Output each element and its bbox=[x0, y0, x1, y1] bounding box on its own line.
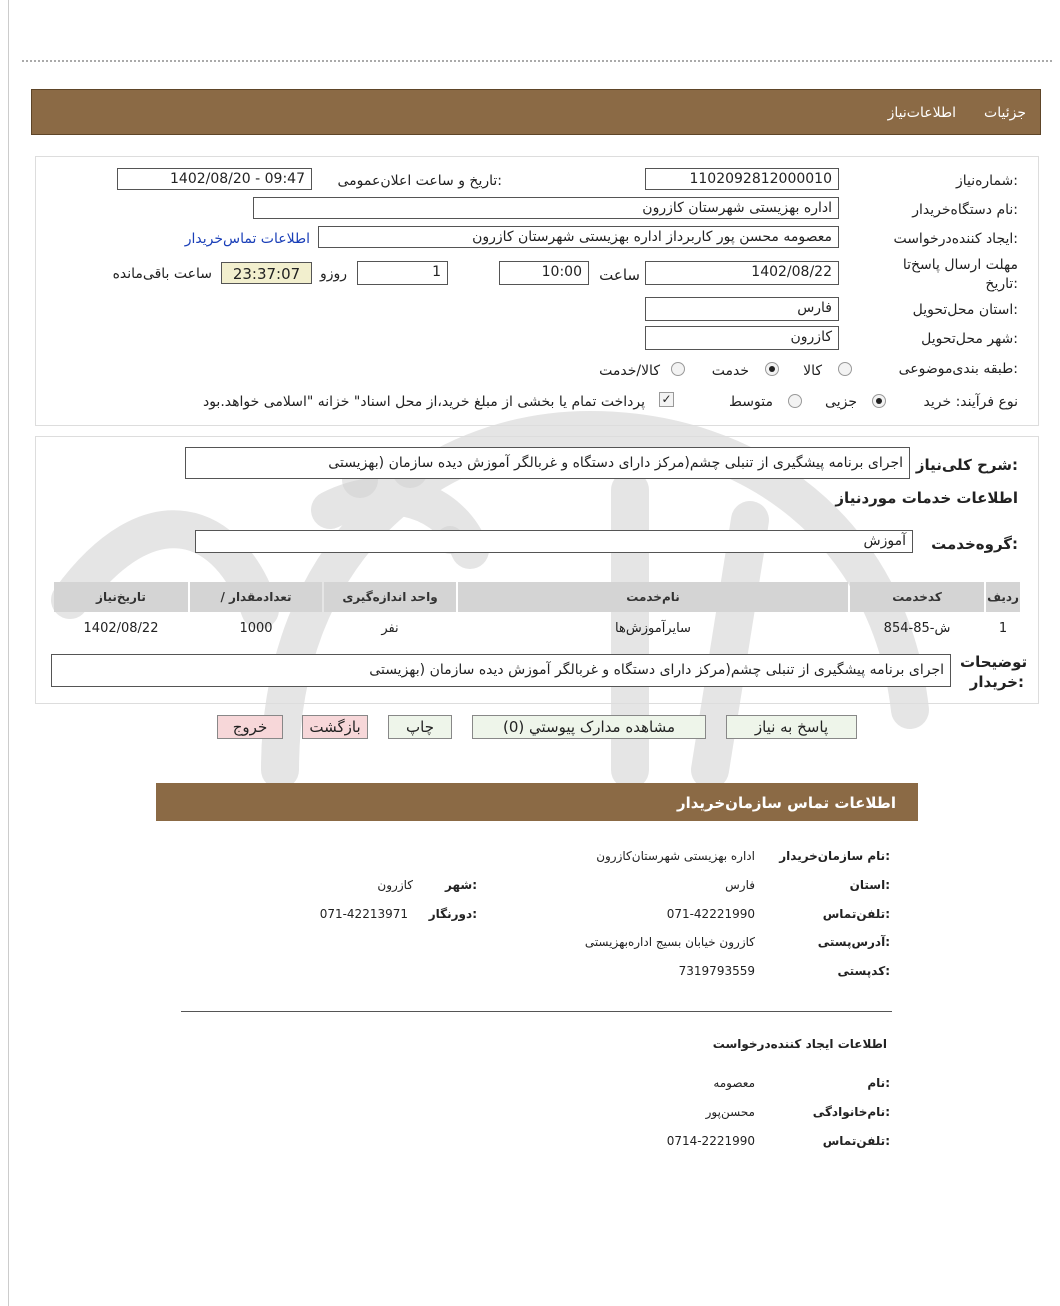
need-number-label: شماره‌نیاز: bbox=[955, 173, 1018, 189]
contact-phone-value: 071-42221990 bbox=[666, 907, 755, 921]
contact-org-label: نام سازمان‌خریدار: bbox=[779, 849, 890, 863]
process-label: نوع فرآیند: خرید bbox=[923, 394, 1018, 410]
service-group-field: آموزش bbox=[195, 530, 913, 553]
contact-separator bbox=[181, 1011, 892, 1012]
creator-family-label: نام‌خانوادگی: bbox=[812, 1105, 890, 1119]
buyer-contact-link[interactable]: اطلاعات تماس‌خریدار bbox=[184, 231, 310, 247]
contact-header-title: اطلاعات تماس سازمان‌خریدار bbox=[676, 794, 896, 812]
category-radio-service[interactable] bbox=[765, 362, 779, 376]
process-radio-minor[interactable] bbox=[872, 394, 886, 408]
payment-checkbox[interactable]: ✓ bbox=[659, 392, 674, 407]
creator-family-value: محسن‌پور bbox=[705, 1105, 755, 1119]
print-button[interactable]: چاپ bbox=[388, 715, 452, 739]
contact-postal-value: 7319793559 bbox=[678, 964, 755, 978]
process-radio-medium[interactable] bbox=[788, 394, 802, 408]
col-quantity: تعداد‌مقدار / bbox=[190, 582, 322, 612]
services-table bbox=[52, 580, 1022, 644]
deadline-time-field: 10:00 bbox=[499, 261, 589, 285]
buyer-org-label: نام دستگاه‌خریدار: bbox=[912, 202, 1018, 218]
summary-text: اجرای برنامه پیشگیری از تنبلی چشم(مرکز دارای دستگاه و غربالگر آموزش دیده سازمان (بهزیستی bbox=[185, 447, 910, 479]
city-label: شهر محل‌تحویل: bbox=[921, 331, 1018, 347]
remaining-label: ساعت باقی‌مانده bbox=[112, 266, 212, 282]
remaining-time-field: 23:37:07 bbox=[221, 262, 312, 284]
creator-name-label: نام: bbox=[867, 1076, 890, 1090]
top-divider bbox=[22, 60, 1052, 62]
contact-province-label: استان: bbox=[849, 878, 890, 892]
contact-postal-label: کدپستی: bbox=[837, 964, 890, 978]
table-row bbox=[54, 614, 1020, 642]
city-field: کازرون bbox=[645, 326, 839, 350]
col-row: ردیف bbox=[986, 582, 1020, 612]
contact-phone-label: تلفن‌تماس: bbox=[822, 907, 890, 921]
category-option-goods: کالا bbox=[803, 363, 822, 379]
creator-name-value: معصومه bbox=[713, 1076, 755, 1090]
contact-fax-label: دورنگار: bbox=[428, 907, 477, 921]
cell-quantity: 1000 bbox=[239, 620, 273, 636]
summary-label: شرح کلی‌نیاز: bbox=[915, 456, 1018, 474]
category-option-service: خدمت bbox=[711, 363, 749, 379]
back-button[interactable]: بازگشت bbox=[302, 715, 368, 739]
category-radio-goods-service[interactable] bbox=[671, 362, 685, 376]
requester-field: معصومه محسن پور کاربرداز اداره بهزیستی شهرستان کازرون bbox=[318, 226, 839, 248]
buyer-notes-text: اجرای برنامه پیشگیری از تنبلی چشم(مرکز دارای دستگاه و غربالگر آموزش دیده سازمان (بهزیستی bbox=[51, 654, 951, 687]
buyer-notes-label: توضیحات خریدار: bbox=[960, 653, 1028, 691]
requester-label: ایجاد کننده‌درخواست: bbox=[893, 231, 1018, 247]
deadline-label: مهلت ارسال پاسخ‌تا تاریخ: bbox=[902, 257, 1018, 292]
cell-unit: نفر bbox=[381, 620, 399, 636]
page-left-border bbox=[8, 0, 9, 1306]
contact-city-label: شهر: bbox=[445, 878, 477, 892]
announce-field: 1402/08/20 - 09:47 bbox=[117, 168, 312, 190]
tab-details[interactable]: جزئیات bbox=[984, 105, 1026, 121]
creator-phone-value: 0714-2221990 bbox=[666, 1134, 755, 1148]
days-field: 1 bbox=[357, 261, 448, 285]
process-option-medium: متوسط bbox=[729, 394, 773, 410]
contact-province-value: فارس bbox=[725, 878, 755, 892]
contact-address-value: کازرون خیابان بسیج اداره‌بهزیستی bbox=[584, 935, 755, 949]
tab-need-info[interactable]: اطلاعات‌نیاز bbox=[887, 105, 956, 121]
table-header-row bbox=[54, 582, 1020, 612]
creator-phone-label: تلفن‌تماس: bbox=[822, 1134, 890, 1148]
cell-row: 1 bbox=[998, 620, 1008, 636]
need-number-field: 1102092812000010 bbox=[645, 168, 839, 190]
category-label: طبقه بندی‌موضوعی: bbox=[898, 361, 1018, 377]
province-field: فارس bbox=[645, 297, 839, 321]
days-label: روزو bbox=[319, 266, 347, 282]
deadline-time-label: ساعت bbox=[599, 266, 640, 284]
service-group-label: گروه‌خدمت: bbox=[931, 535, 1018, 553]
contact-city-value: کازرون bbox=[377, 878, 413, 892]
contact-fax-value: 071-42213971 bbox=[319, 907, 408, 921]
contact-org-value: اداره بهزیستی شهرستان‌کازرون bbox=[596, 849, 755, 863]
cell-service-name: سایرآموزش‌ها bbox=[615, 620, 691, 636]
col-unit: واحد اندازه‌گیری bbox=[324, 582, 456, 612]
cell-need-date: 1402/08/22 bbox=[83, 620, 159, 636]
col-need-date: تاریخ‌نیاز bbox=[54, 582, 188, 612]
contact-address-label: آدرس‌پستی: bbox=[817, 935, 890, 949]
contact-header bbox=[156, 783, 918, 821]
col-service-code: کدخدمت bbox=[850, 582, 984, 612]
announce-label: تاریخ و ساعت اعلان‌عمومی: bbox=[337, 173, 502, 189]
deadline-date-field: 1402/08/22 bbox=[645, 261, 839, 285]
payment-note: پرداخت تمام یا بخشی از مبلغ خرید،از محل اسناد" خزانه "اسلامی خواهد.بود bbox=[202, 394, 645, 410]
exit-button[interactable]: خروج bbox=[217, 715, 283, 739]
creator-title: اطلاعات ایجاد کننده‌درخواست bbox=[712, 1037, 887, 1051]
cell-service-code: ش-85-854 bbox=[883, 620, 951, 636]
services-title: اطلاعات خدمات موردنیاز bbox=[835, 489, 1018, 507]
reply-button[interactable]: پاسخ به نیاز bbox=[726, 715, 857, 739]
attachments-button[interactable]: مشاهده مدارک پیوستي (0) bbox=[472, 715, 706, 739]
category-option-goods-service: کالا/خدمت bbox=[599, 363, 660, 379]
buyer-org-field: اداره بهزیستی شهرستان کازرون bbox=[253, 197, 839, 219]
category-radio-goods[interactable] bbox=[838, 362, 852, 376]
col-service-name: نام‌خدمت bbox=[458, 582, 848, 612]
process-option-minor: جزیی bbox=[825, 394, 857, 410]
province-label: استان محل‌تحویل: bbox=[912, 302, 1018, 318]
header-bar bbox=[31, 89, 1041, 135]
